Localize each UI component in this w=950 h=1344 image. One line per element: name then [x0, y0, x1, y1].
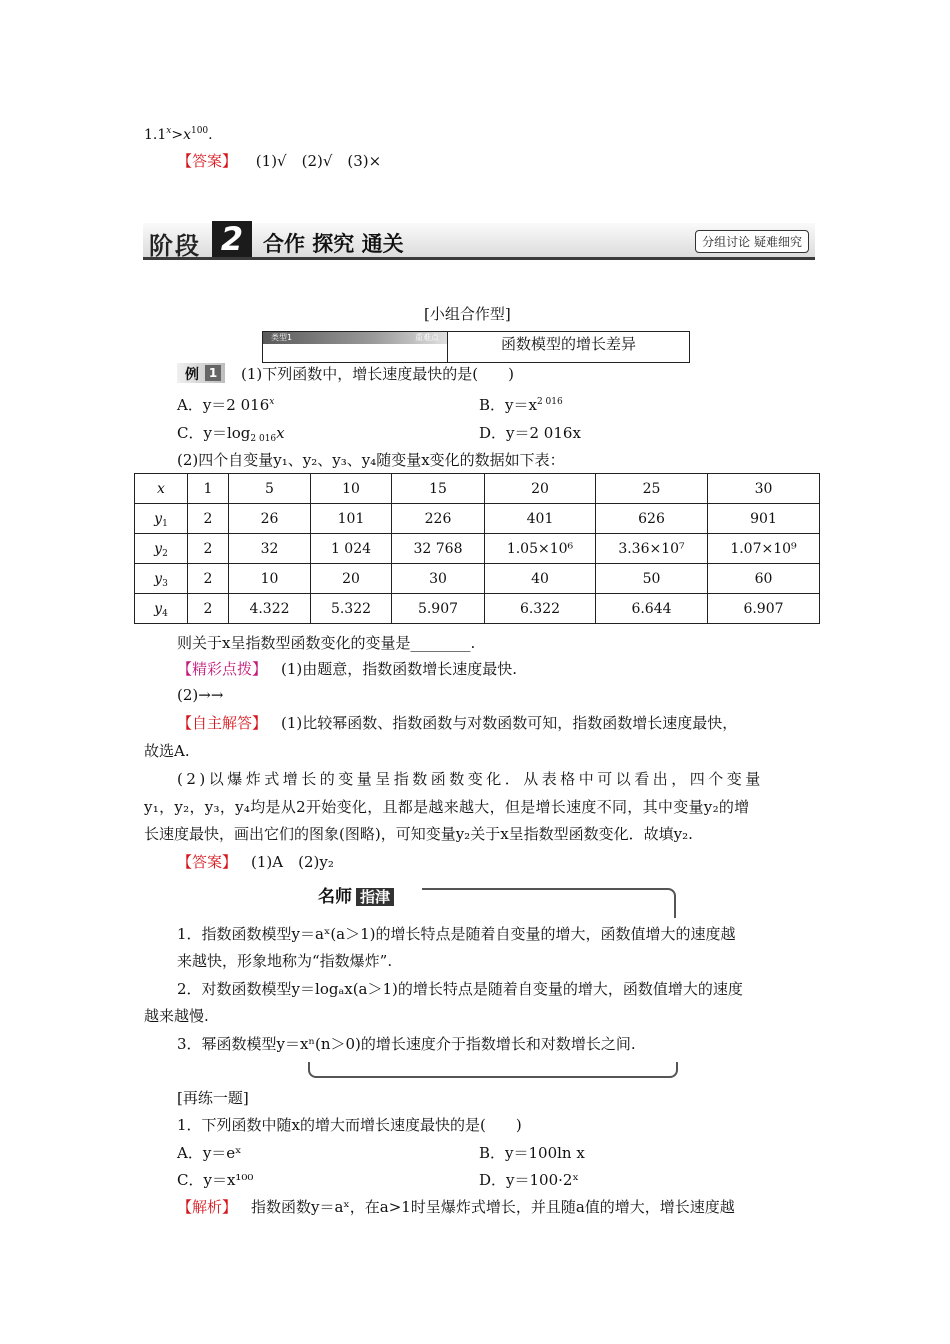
practice-option-c: C．y＝x¹⁰⁰: [177, 1171, 254, 1189]
example-question-2: (2)四个自变量y₁、y₂、y₃、y₄随变量x变化的数据如下表：: [177, 451, 565, 469]
table-cell: 2: [188, 594, 229, 624]
table-cell: 3.36×10⁷: [596, 534, 708, 564]
table-cell: 401: [485, 504, 596, 534]
answer-text: (1)√ (2)√ (3)×: [255, 152, 382, 170]
answer-line-2: 【答案】 (1)A (2)y₂: [177, 853, 334, 871]
table-cell: 50: [596, 564, 708, 594]
table-cell: 5.907: [392, 594, 485, 624]
solution-line-1: 【自主解答】 (1)比较幂函数、指数函数与对数函数可知，指数函数增长速度最快，: [177, 714, 738, 732]
practice-option-d: D．y＝100·2ˣ: [479, 1171, 579, 1189]
table-cell: 1: [188, 474, 229, 504]
table-cell: 5.322: [311, 594, 392, 624]
top-line: $1.1^x>x^{100}$.: [144, 126, 213, 143]
table-row: [135, 564, 820, 594]
table-row-header: $y_4$: [135, 594, 188, 624]
table-cell: 626: [596, 504, 708, 534]
data-table: [134, 473, 820, 624]
table-cell: 10: [229, 564, 311, 594]
guidance-line-1a: 1．指数函数模型y＝aˣ(a＞1)的增长特点是随着自变量的增大，函数值增大的速度越: [177, 925, 736, 943]
table-row-header: $y_3$: [135, 564, 188, 594]
guidance-line-1b: 来越快，形象地称为“指数爆炸”.: [177, 952, 393, 970]
table-cell: 30: [708, 474, 820, 504]
table-cell: 2: [188, 534, 229, 564]
table-row: [135, 594, 820, 624]
table-cell: 1.07×10⁹: [708, 534, 820, 564]
example-question-1: (1)下列函数中，增长速度最快的是( ): [241, 365, 514, 383]
option-c: C．$y=\log_{2 016}x$: [177, 424, 285, 444]
stage-number: 2: [212, 221, 252, 257]
table-row: [135, 504, 820, 534]
table-cell: 10: [311, 474, 392, 504]
group-type-label: [小组合作型]: [424, 305, 511, 323]
example-badge: 例 1: [177, 363, 225, 383]
table-cell: 26: [229, 504, 311, 534]
practice-title: [再练一题]: [177, 1089, 249, 1107]
solution-line-3: (2)以爆炸式增长的变量呈指数函数变化．从表格中可以看出，四个变量: [177, 770, 764, 788]
table-cell: 2: [188, 504, 229, 534]
table-cell: 32 768: [392, 534, 485, 564]
table-cell: 1.05×10⁶: [485, 534, 596, 564]
hint-tag: 【精彩点拨】: [177, 660, 268, 678]
table-cell: 6.322: [485, 594, 596, 624]
solution-line-5: 长速度最快，画出它们的图象(图略)，可知变量y₂关于x呈指数型函数变化．故填y₂.: [144, 825, 693, 843]
type-box: [262, 331, 690, 363]
table-cell: 15: [392, 474, 485, 504]
guidance-line-3: 3．幂函数模型y＝xⁿ(n＞0)的增长速度介于指数增长和对数增长之间.: [177, 1035, 636, 1053]
table-row: [135, 474, 820, 504]
table-row-header: $y_2$: [135, 534, 188, 564]
analysis-line: 【解析】 指数函数y＝aˣ，在a>1时呈爆炸式增长，并且随a值的增大，增长速度越: [177, 1198, 735, 1216]
option-b: B．$y=x^{2 016}$: [479, 396, 563, 414]
table-cell: 40: [485, 564, 596, 594]
table-cell: 20: [311, 564, 392, 594]
stage-label: 阶段: [149, 232, 201, 260]
option-d: D．y＝2 016x: [479, 424, 581, 442]
answer-line-1: [177, 152, 381, 170]
guidance-line-2a: 2．对数函数模型y＝logₐx(a＞1)的增长特点是随着自变量的增大，函数值增大的速度: [177, 980, 743, 998]
hint-line-1: 【精彩点拨】 (1)由题意，指数函数增长速度最快.: [177, 660, 518, 678]
table-cell: 60: [708, 564, 820, 594]
table-row: [135, 534, 820, 564]
answer-tag: 【答案】: [177, 152, 238, 170]
guidance-line-2b: 越来越慢.: [144, 1007, 209, 1025]
table-cell: 901: [708, 504, 820, 534]
practice-option-b: B．y＝100ln x: [479, 1144, 585, 1162]
example-question-2-tail: 则关于x呈指数型函数变化的变量是________.: [177, 634, 476, 652]
type-label-bar: 类型1 重难点: [263, 332, 447, 344]
table-cell: 25: [596, 474, 708, 504]
table-cell: 32: [229, 534, 311, 564]
table-row-header: x: [135, 474, 188, 504]
table-cell: 101: [311, 504, 392, 534]
table-cell: 30: [392, 564, 485, 594]
practice-option-a: A．y＝eˣ: [177, 1144, 242, 1162]
practice-question: 1．下列函数中随x的增大而增长速度最快的是( ): [177, 1116, 522, 1134]
stage-title: 合作 探究 通关: [263, 232, 404, 256]
table-cell: 1 024: [311, 534, 392, 564]
analysis-tag: 【解析】: [177, 1198, 238, 1216]
table-cell: 4.322: [229, 594, 311, 624]
table-cell: 5: [229, 474, 311, 504]
option-a: A．y＝2 016$^x$: [177, 396, 275, 414]
teacher-guidance-header: 名师 指津: [312, 884, 674, 916]
table-cell: 6.644: [596, 594, 708, 624]
stage-tag: 分组讨论 疑难细究: [695, 230, 809, 253]
guidance-bottom-brace: [308, 1062, 678, 1078]
answer-tag: 【答案】: [177, 853, 238, 871]
table-cell: 20: [485, 474, 596, 504]
table-cell: 226: [392, 504, 485, 534]
table-row-header: $y_1$: [135, 504, 188, 534]
solution-line-2: 故选A.: [144, 742, 190, 760]
hint-line-2: (2)→→: [177, 686, 224, 704]
type-title: 函数模型的增长差异: [500, 335, 636, 353]
table-cell: 6.907: [708, 594, 820, 624]
table-cell: 2: [188, 564, 229, 594]
solution-tag: 【自主解答】: [177, 714, 268, 732]
solution-line-4: y₁，y₂，y₃，y₄均是从2开始变化，且都是越来越大，但是增长速度不同，其中变量y₂的增: [144, 798, 750, 816]
stage-banner: [143, 220, 815, 260]
